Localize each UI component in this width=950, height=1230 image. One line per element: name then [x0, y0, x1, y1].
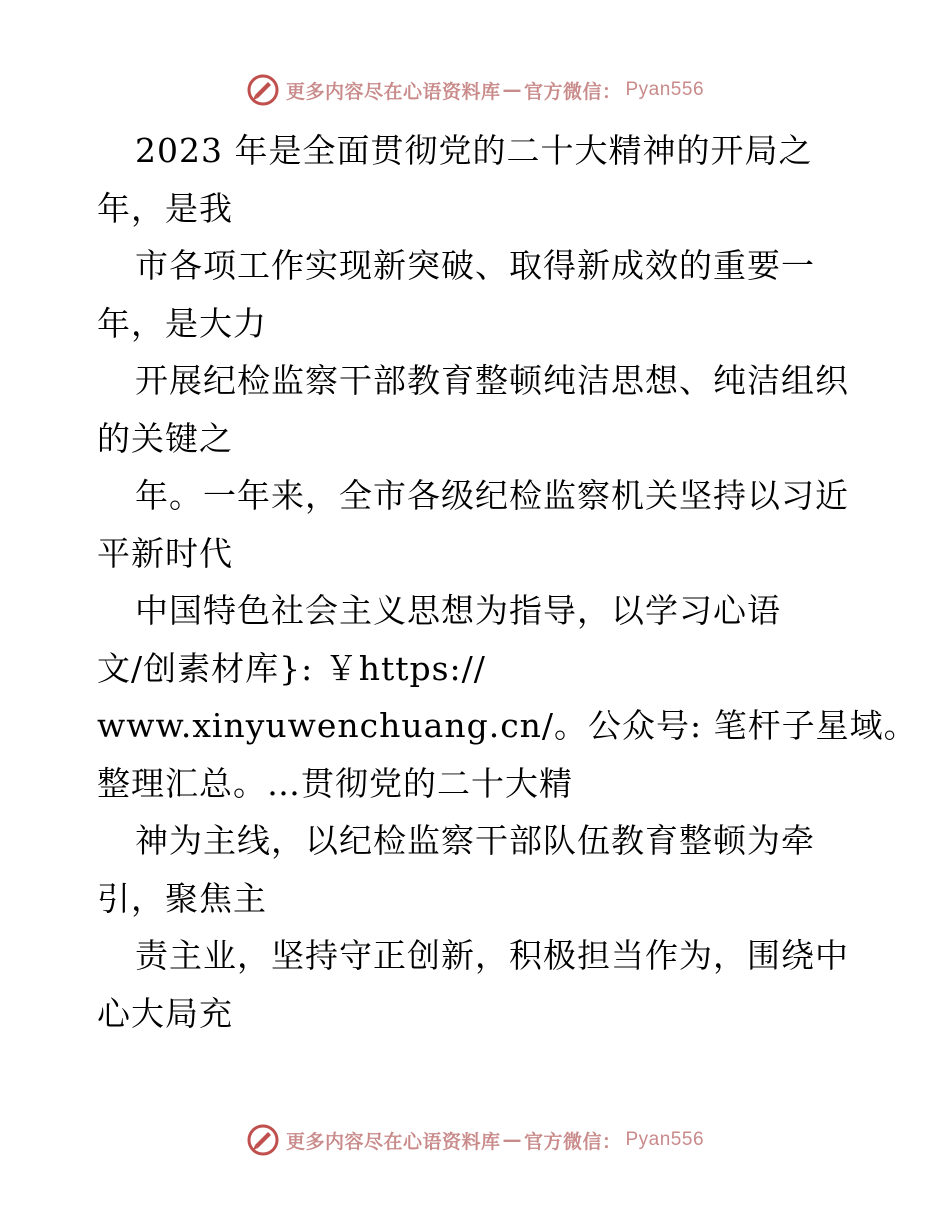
body-line: 中国特色社会主义思想为指导，以学习心语 [135, 591, 781, 630]
body-line: www.xinyuwenchuang.cn/。公众号: 笔杆子星域。 [97, 706, 918, 745]
body-line: 引，聚焦主 [97, 878, 267, 918]
body-line: 整理汇总。…贯彻党的二十大精 [97, 763, 573, 803]
document-body [97, 122, 918, 1042]
body-line: 神为主线，以纪检监察干部队伍教育整顿为牵 [135, 821, 815, 860]
header-watermark [0, 70, 950, 110]
body-line: 2023 年是全面贯彻党的二十大精神的开局之 [135, 131, 813, 170]
body-line: 平新时代 [97, 533, 233, 573]
body-line: 年，是大力 [97, 303, 267, 343]
body-line: 文/创素材库}: ￥https:// [97, 648, 486, 688]
body-line: 年。一年来，全市各级纪检监察机关坚持以习近 [135, 476, 849, 515]
brand-logo-icon [246, 73, 280, 107]
watermark-contact-label: 官方微信： [523, 80, 622, 103]
watermark-contact-label: 官方微信： [523, 1130, 622, 1153]
body-line: 年，是我 [97, 188, 233, 228]
body-line: 的关键之 [97, 418, 233, 458]
body-line: 开展纪检监察干部教育整顿纯洁思想、纯洁组织 [135, 361, 849, 400]
watermark-separator: — [502, 1129, 522, 1151]
body-line: 责主业，坚持守正创新，积极担当作为，围绕中 [135, 936, 849, 975]
body-line: 心大局充 [97, 993, 233, 1033]
brand-logo-icon [246, 1123, 280, 1157]
body-line: 市各项工作实现新突破、取得新成效的重要一 [135, 246, 815, 285]
watermark-main-text: 更多内容尽在心语资料库 [285, 1130, 501, 1153]
watermark-separator: — [502, 79, 522, 101]
watermark-handle: Pyan556 [625, 1129, 705, 1150]
footer-watermark [0, 1120, 950, 1160]
watermark-main-text: 更多内容尽在心语资料库 [285, 80, 501, 103]
watermark-handle: Pyan556 [625, 79, 705, 100]
